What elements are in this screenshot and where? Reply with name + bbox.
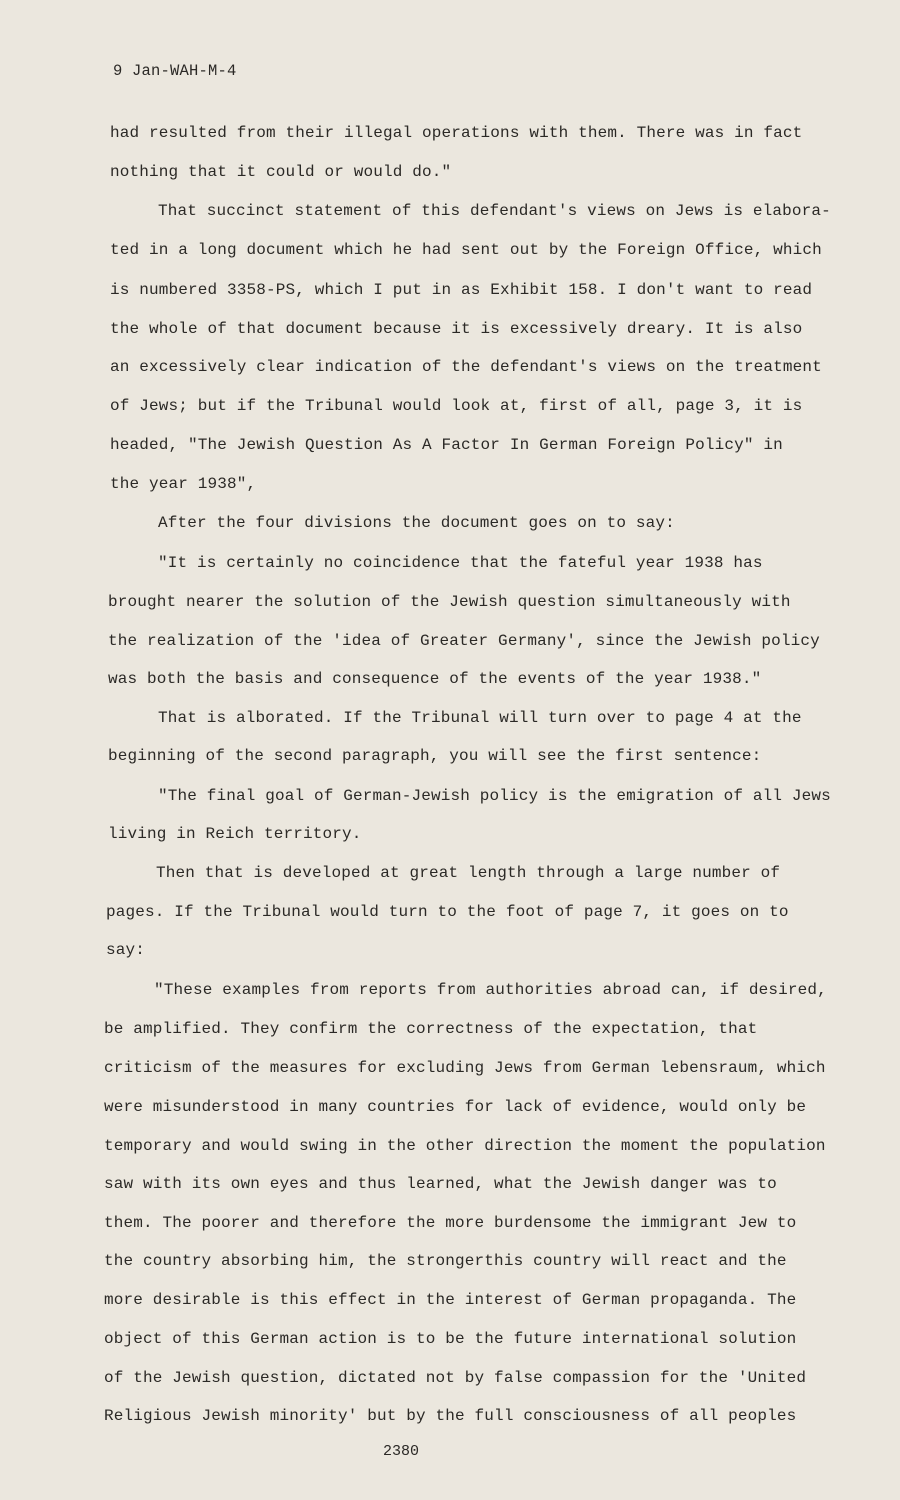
text-line: temporary and would swing in the other direction the moment the population <box>104 1137 826 1155</box>
text-line: the whole of that document because it is excessively dreary. It is also <box>110 320 803 338</box>
text-line: headed, "The Jewish Question As A Factor In German Foreign Policy" in <box>110 436 783 454</box>
text-line: the realization of the 'idea of Greater Germany', since the Jewish policy <box>108 632 820 650</box>
text-line: the year 1938", <box>110 475 257 493</box>
text-line: the country absorbing him, the strongerthis country will react and the <box>104 1252 787 1270</box>
text-line: That succinct statement of this defendant's views on Jews is elabora- <box>158 202 831 220</box>
text-line: pages. If the Tribunal would turn to the foot of page 7, it goes on to <box>106 903 789 921</box>
text-line: be amplified. They confirm the correctness of the expectation, that <box>104 1020 758 1038</box>
text-line: Religious Jewish minority' but by the full consciousness of all peoples <box>104 1407 797 1425</box>
text-line: beginning of the second paragraph, you will see the first sentence: <box>108 747 762 765</box>
text-line: an excessively clear indication of the defendant's views on the treatment <box>110 358 822 376</box>
text-line: "It is certainly no coincidence that the fateful year 1938 has <box>158 554 763 572</box>
text-line: them. The poorer and therefore the more burdensome the immigrant Jew to <box>104 1214 797 1232</box>
text-line: brought nearer the solution of the Jewish question simultaneously with <box>108 593 791 611</box>
text-line: were misunderstood in many countries for lack of evidence, would only be <box>104 1098 807 1116</box>
text-line: object of this German action is to be the future international solution <box>104 1330 797 1348</box>
text-line: living in Reich territory. <box>108 825 362 843</box>
text-line: of Jews; but if the Tribunal would look at, first of all, page 3, it is <box>110 397 803 415</box>
text-line: "The final goal of German-Jewish policy is the emigration of all Jews <box>158 787 831 805</box>
text-line: ted in a long document which he had sent out by the Foreign Office, which <box>110 241 822 259</box>
text-line: say: <box>106 941 146 959</box>
text-line: was both the basis and consequence of the events of the year 1938." <box>108 670 762 688</box>
text-line: saw with its own eyes and thus learned, what the Jewish danger was to <box>104 1175 777 1193</box>
page-number: 2380 <box>383 1443 420 1460</box>
text-line: more desirable is this effect in the interest of German propaganda. The <box>104 1291 797 1309</box>
text-line: had resulted from their illegal operations with them. There was in fact <box>110 124 803 142</box>
text-line: That is alborated. If the Tribunal will turn over to page 4 at the <box>158 709 802 727</box>
text-line: nothing that it could or would do." <box>110 163 452 181</box>
text-line: "These examples from reports from authorities abroad can, if desired, <box>154 981 827 999</box>
text-line: Then that is developed at great length through a large number of <box>156 864 781 882</box>
document-header: 9 Jan-WAH-M-4 <box>113 62 237 80</box>
text-line: is numbered 3358-PS, which I put in as Exhibit 158. I don't want to read <box>110 281 813 299</box>
text-line: After the four divisions the document goes on to say: <box>158 514 675 532</box>
text-line: criticism of the measures for excluding Jews from German lebensraum, which <box>104 1059 826 1077</box>
text-line: of the Jewish question, dictated not by false compassion for the 'United <box>104 1369 807 1387</box>
